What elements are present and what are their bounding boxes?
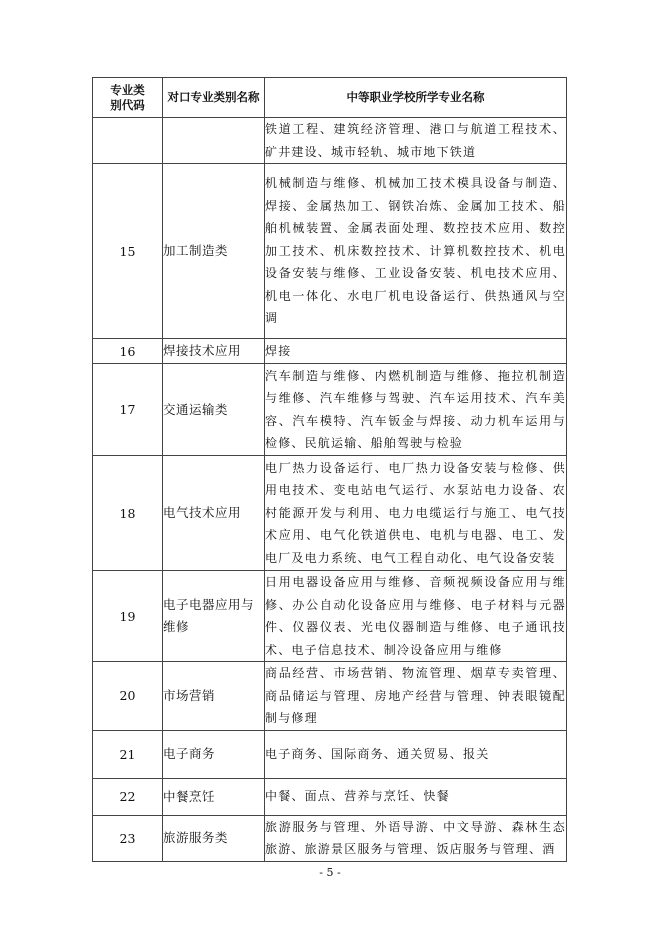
row-category	[163, 118, 265, 164]
page-number: - 5 -	[319, 866, 341, 879]
row-majors: 电厂热力设备运行、电厂热力设备安装与检修、供用电技术、变电站电气运行、水泵站电力设备、农村能源开发与利用、电力电缆运行与施工、电气技术应用、电气化铁道供电、电机与电器、电工、发电厂及电力系统、电气工程自动化、电气设备安装	[265, 456, 567, 571]
row-code	[93, 118, 163, 164]
row-majors: 中餐、面点、营养与烹饪、快餐	[265, 778, 567, 815]
row-code: 19	[93, 571, 163, 662]
row-category: 旅游服务类	[163, 815, 265, 861]
row-category: 加工制造类	[163, 164, 265, 339]
row-code: 17	[93, 364, 163, 456]
table-row	[93, 662, 567, 731]
row-code: 22	[93, 778, 163, 815]
row-code: 15	[93, 164, 163, 339]
row-majors: 商品经营、市场营销、物流管理、烟草专卖管理、商品储运与管理、房地产经营与管理、钟表眼镜配制与修理	[265, 662, 567, 731]
table-header-row	[93, 78, 567, 118]
table-row	[93, 815, 567, 861]
row-category: 电子商务	[163, 730, 265, 778]
row-majors: 日用电器设备应用与维修、音频视频设备应用与维修、办公自动化设备应用与维修、电子材料与元器件、仪器仪表、光电仪器制造与维修、电子通讯技术、电子信息技术、制冷设备应用与维修	[265, 571, 567, 662]
table-row	[93, 730, 567, 778]
row-code: 21	[93, 730, 163, 778]
row-majors: 电子商务、国际商务、通关贸易、报关	[265, 730, 567, 778]
table-row	[93, 571, 567, 662]
row-majors: 焊接	[265, 339, 567, 364]
header-code: 专业类别代码	[93, 78, 163, 118]
row-majors: 汽车制造与维修、内燃机制造与维修、拖拉机制造与维修、汽车维修与驾驶、汽车运用技术、汽车美容、汽车模特、汽车钣金与焊接、动力机车运用与检修、民航运输、船舶驾驶与检验	[265, 364, 567, 456]
row-code: 20	[93, 662, 163, 731]
row-majors: 旅游服务与管理、外语导游、中文导游、森林生态旅游、旅游景区服务与管理、饭店服务与管理、酒	[265, 815, 567, 861]
header-category: 对口专业类别名称	[163, 78, 265, 118]
table-row	[93, 339, 567, 364]
header-majors: 中等职业学校所学专业名称	[265, 78, 567, 118]
row-category: 市场营销	[163, 662, 265, 731]
row-code: 18	[93, 456, 163, 571]
row-code: 23	[93, 815, 163, 861]
row-category: 电子电器应用与维修	[163, 571, 265, 662]
table-row	[93, 364, 567, 456]
row-code: 16	[93, 339, 163, 364]
row-category: 交通运输类	[163, 364, 265, 456]
row-majors: 机械制造与维修、机械加工技术模具设备与制造、焊接、金属热加工、钢铁冶炼、金属加工技术、船舶机械装置、金属表面处理、数控技术应用、数控加工技术、机床数控技术、计算机数控技术、机电设备安装与维修、工业设备安装、机电技术应用、机电一体化、水电厂机电设备运行、供热通风与空调	[265, 164, 567, 339]
row-category: 电气技术应用	[163, 456, 265, 571]
table-row	[93, 456, 567, 571]
majors-table	[92, 77, 567, 862]
table-row	[93, 164, 567, 339]
row-category: 中餐烹饪	[163, 778, 265, 815]
row-majors: 铁道工程、建筑经济管理、港口与航道工程技术、矿井建设、城市轻轨、城市地下铁道	[265, 118, 567, 164]
row-category: 焊接技术应用	[163, 339, 265, 364]
table-row	[93, 118, 567, 164]
table-row	[93, 778, 567, 815]
